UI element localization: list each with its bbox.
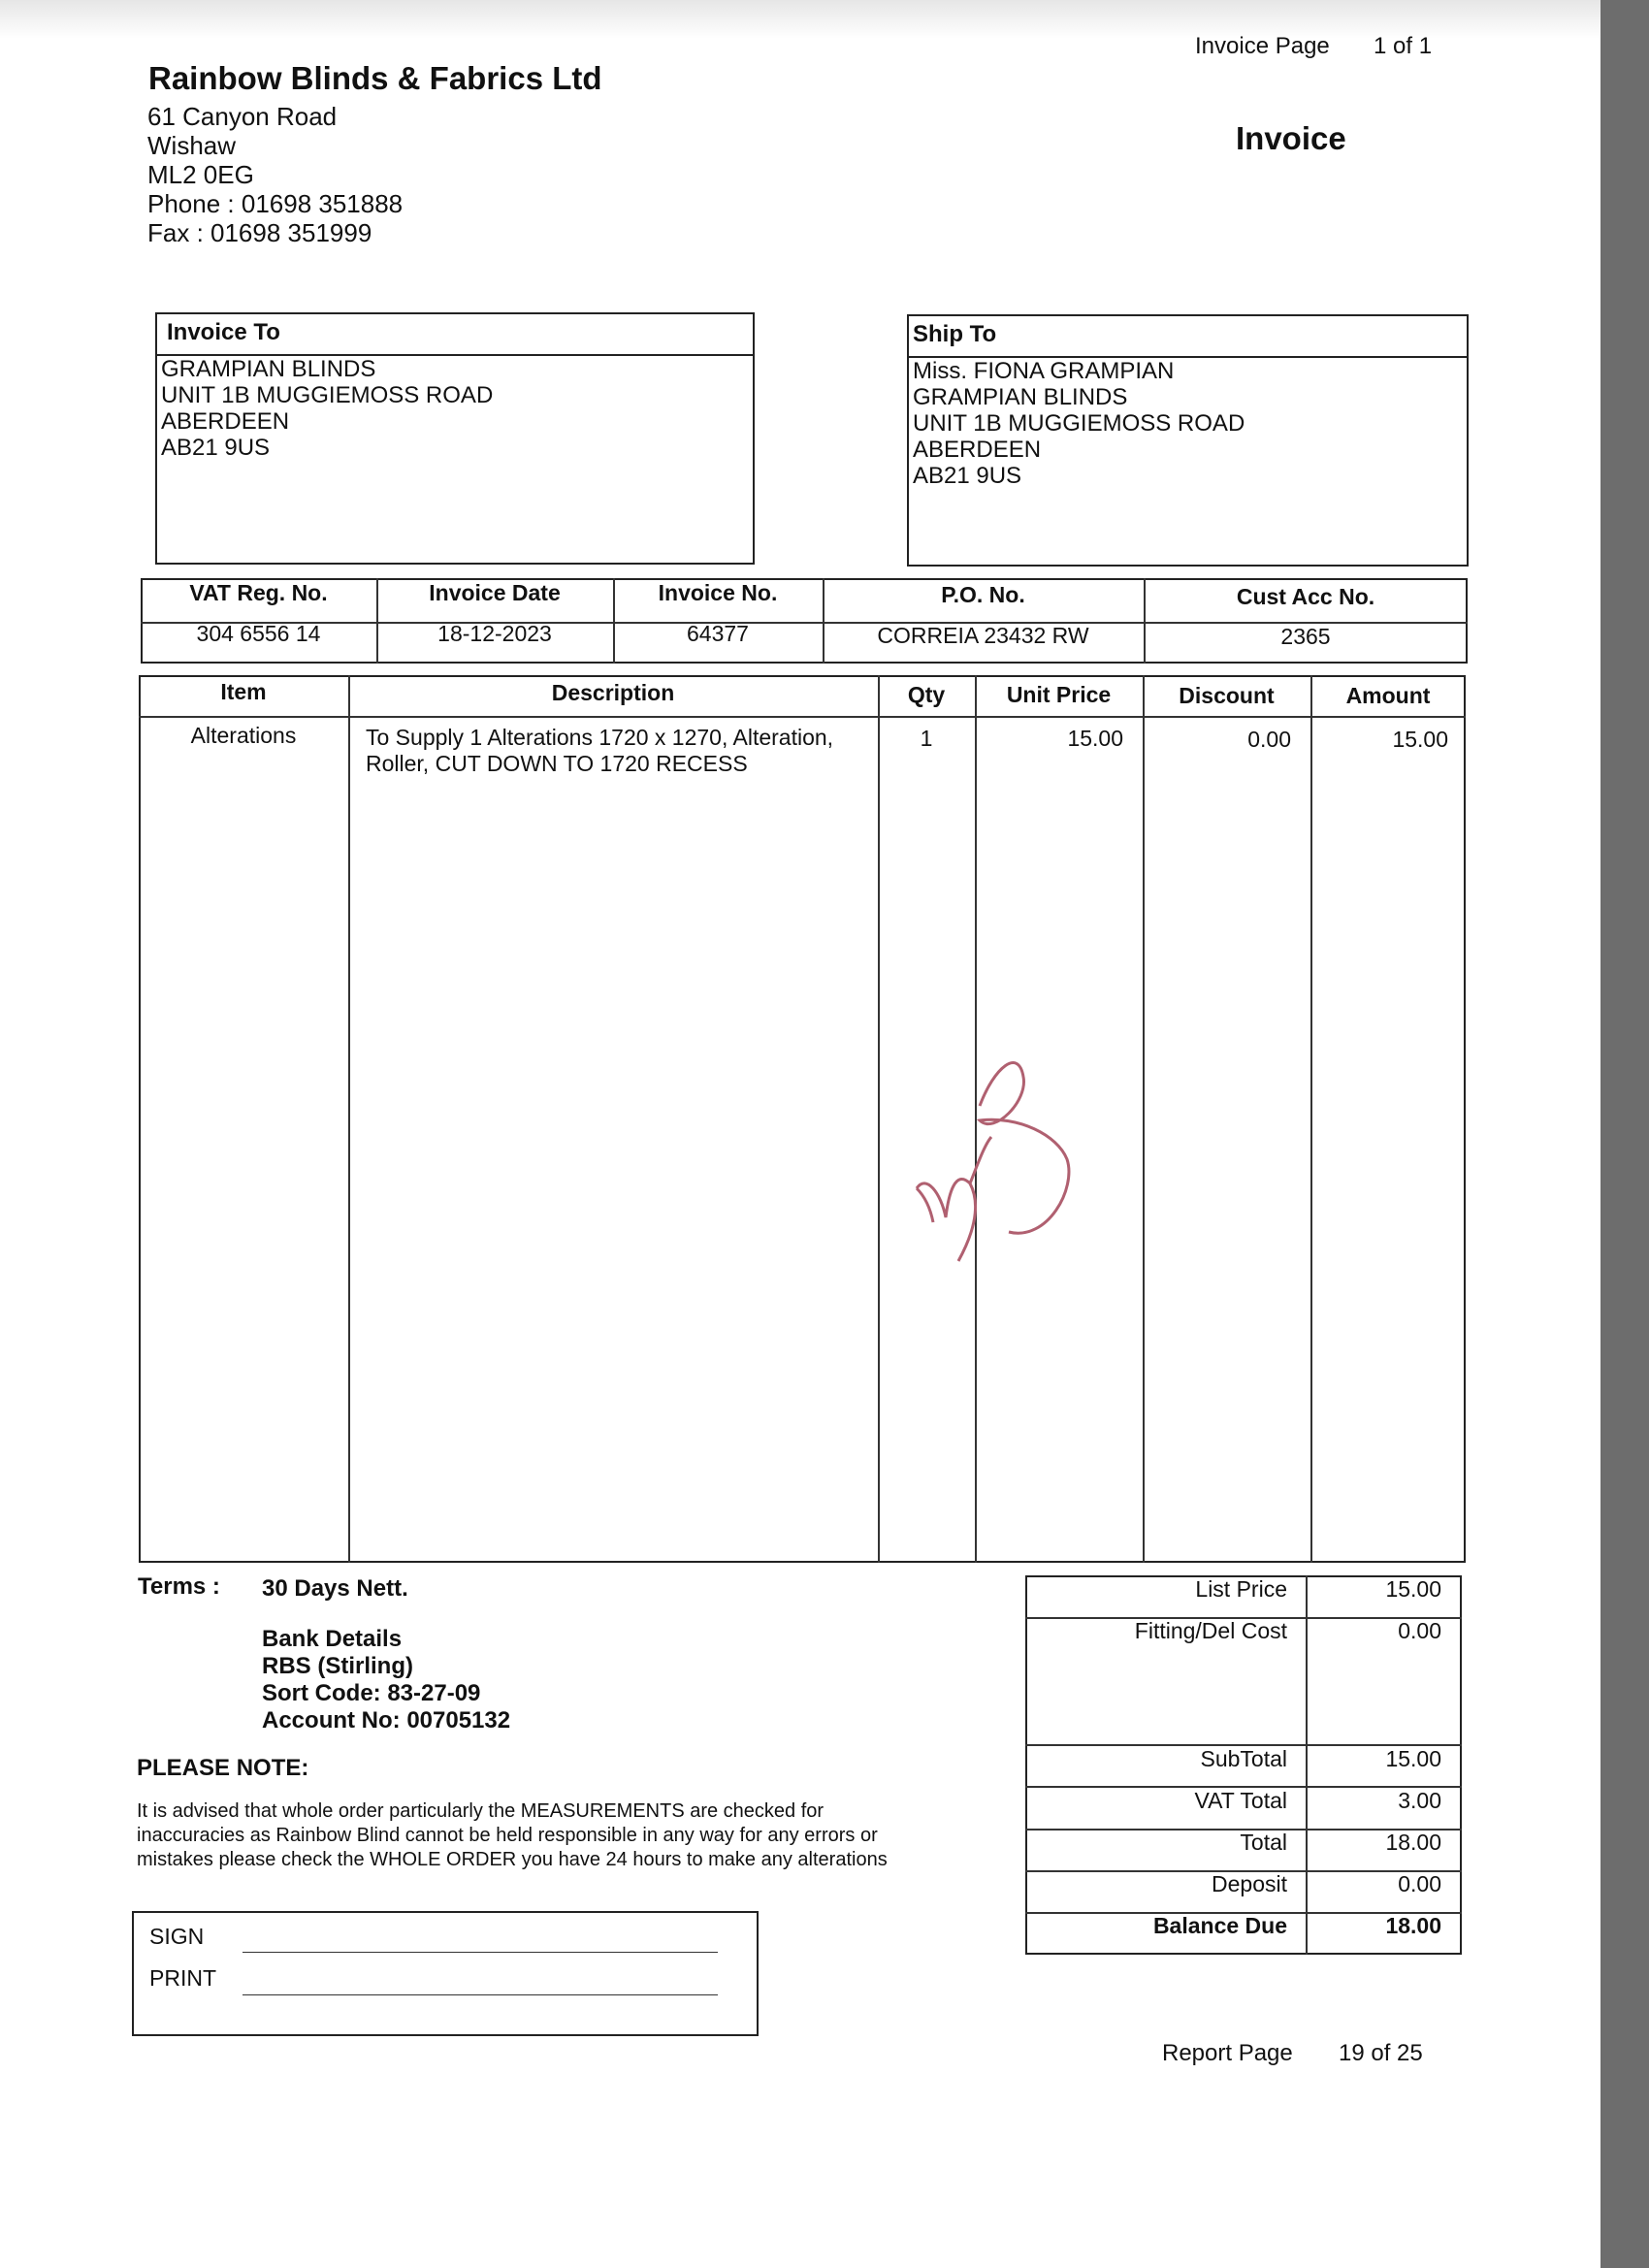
company-name: Rainbow Blinds & Fabrics Ltd bbox=[148, 60, 602, 96]
address-line: Miss. FIONA GRAMPIAN bbox=[913, 358, 1175, 384]
total-label: Total bbox=[1240, 1830, 1287, 1855]
address-line: GRAMPIAN BLINDS bbox=[913, 384, 1128, 410]
total-value: 18.00 bbox=[1385, 1830, 1441, 1855]
fax: Fax : 01698 351999 bbox=[147, 218, 372, 247]
col-qty: Qty bbox=[907, 682, 946, 707]
description-line: Roller, CUT DOWN TO 1720 RECESS bbox=[366, 751, 748, 776]
print-label: PRINT bbox=[149, 1965, 216, 1991]
deposit-value: 0.00 bbox=[1398, 1871, 1441, 1896]
deposit-label: Deposit bbox=[1212, 1871, 1287, 1896]
item-unit-price: 15.00 bbox=[1067, 726, 1123, 751]
balance-due-label: Balance Due bbox=[1152, 1913, 1287, 1938]
address-line: ABERDEEN bbox=[161, 408, 290, 435]
ship-to-box bbox=[907, 314, 1469, 567]
item-description bbox=[366, 725, 833, 777]
col-unit-price: Unit Price bbox=[1006, 682, 1112, 707]
po-no-value: CORREIA 23432 RW bbox=[877, 623, 1089, 648]
print-line[interactable] bbox=[242, 1994, 718, 1995]
address-line: AB21 9US bbox=[161, 435, 271, 461]
item-discount: 0.00 bbox=[1247, 727, 1291, 752]
address-line: ABERDEEN bbox=[913, 437, 1042, 463]
terms-label: Terms : bbox=[138, 1573, 220, 1600]
subtotal-label: SubTotal bbox=[1200, 1746, 1287, 1771]
bank-details bbox=[262, 1626, 510, 1734]
note-text bbox=[137, 1799, 888, 1872]
list-price-label: List Price bbox=[1195, 1576, 1287, 1602]
bank-line: Sort Code: 83-27-09 bbox=[262, 1680, 481, 1706]
cust-acc-value: 2365 bbox=[1280, 624, 1331, 649]
sign-line[interactable] bbox=[242, 1952, 718, 1953]
col-discount: Discount bbox=[1179, 683, 1275, 708]
description-line: To Supply 1 Alterations 1720 x 1270, Alteration, bbox=[366, 725, 834, 750]
report-page-value: 19 of 25 bbox=[1339, 2040, 1423, 2066]
invoice-to-box bbox=[155, 312, 755, 565]
handwritten-initials-signature bbox=[902, 1048, 1174, 1271]
invoice-no-value: 64377 bbox=[687, 621, 749, 646]
item-amount: 15.00 bbox=[1392, 727, 1448, 752]
bank-line: RBS (Stirling) bbox=[262, 1653, 413, 1679]
sign-label: SIGN bbox=[149, 1924, 205, 1949]
note-line: mistakes please check the WHOLE ORDER you have 24 hours to make any alterations bbox=[137, 1849, 888, 1870]
vat-total-label: VAT Total bbox=[1194, 1788, 1287, 1813]
header-invoice-no: Invoice No. bbox=[658, 580, 778, 605]
scan-edge bbox=[1600, 0, 1649, 2268]
bank-line: Bank Details bbox=[262, 1626, 403, 1652]
header-invoice-date: Invoice Date bbox=[429, 580, 561, 605]
address-line: 61 Canyon Road bbox=[147, 102, 338, 131]
please-note-title: PLEASE NOTE: bbox=[137, 1755, 309, 1781]
company-address bbox=[147, 102, 403, 247]
address-line: ML2 0EG bbox=[147, 160, 254, 189]
subtotal-value: 15.00 bbox=[1385, 1746, 1441, 1771]
report-page-label: Report Page bbox=[1162, 2040, 1293, 2066]
document-title: Invoice bbox=[1236, 120, 1346, 156]
header-vat-reg: VAT Reg. No. bbox=[189, 580, 328, 605]
address-line: Wishaw bbox=[147, 131, 237, 160]
phone: Phone : 01698 351888 bbox=[147, 189, 404, 218]
header-cust-acc: Cust Acc No. bbox=[1236, 584, 1375, 609]
fitting-label: Fitting/Del Cost bbox=[1134, 1618, 1287, 1643]
vat-reg-value: 304 6556 14 bbox=[196, 621, 321, 646]
note-line: inaccuracies as Rainbow Blind cannot be held responsible in any way for any errors or bbox=[137, 1825, 878, 1846]
fitting-value: 0.00 bbox=[1398, 1618, 1441, 1643]
list-price-value: 15.00 bbox=[1385, 1576, 1441, 1602]
invoice-date-value: 18-12-2023 bbox=[437, 621, 552, 646]
item-qty: 1 bbox=[920, 726, 933, 751]
invoice-to-title: Invoice To bbox=[157, 314, 753, 356]
invoice-page-label: Invoice Page bbox=[1195, 33, 1330, 59]
address-line: UNIT 1B MUGGIEMOSS ROAD bbox=[161, 382, 494, 408]
terms-value: 30 Days Nett. bbox=[262, 1575, 408, 1602]
address-line: AB21 9US bbox=[913, 463, 1022, 489]
col-description: Description bbox=[551, 680, 675, 705]
header-po-no: P.O. No. bbox=[941, 582, 1025, 607]
vat-total-value: 3.00 bbox=[1398, 1788, 1441, 1813]
balance-due-value: 18.00 bbox=[1385, 1913, 1441, 1938]
scan-shading bbox=[0, 0, 1600, 39]
bank-line: Account No: 00705132 bbox=[262, 1707, 511, 1733]
sign-box bbox=[132, 1911, 759, 2036]
ship-to-title: Ship To bbox=[909, 316, 1467, 358]
col-item: Item bbox=[220, 679, 267, 704]
col-amount: Amount bbox=[1345, 683, 1431, 708]
items-table bbox=[139, 675, 1466, 1563]
address-line: GRAMPIAN BLINDS bbox=[161, 356, 376, 382]
address-line: UNIT 1B MUGGIEMOSS ROAD bbox=[913, 410, 1245, 437]
note-line: It is advised that whole order particularly the MEASUREMENTS are checked for bbox=[137, 1800, 824, 1822]
item-name: Alterations bbox=[190, 723, 297, 748]
invoice-page-value: 1 of 1 bbox=[1374, 33, 1433, 59]
